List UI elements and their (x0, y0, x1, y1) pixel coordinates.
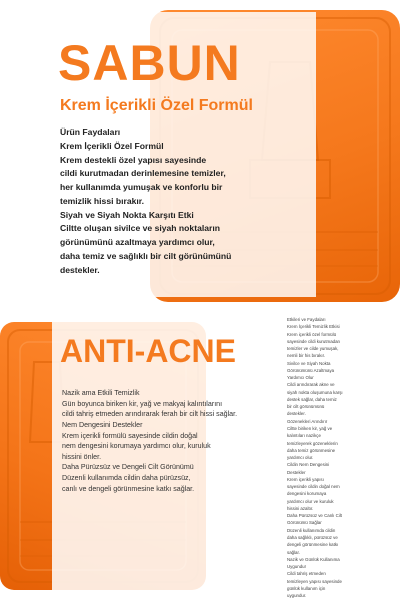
feature-text: Krem içerikli formülü sayesinde cildin doğal (62, 431, 198, 440)
feature-text: nem dengesini korumaya yardımcı olur, kuruluk (62, 442, 211, 451)
side-line: Cildi arındırarak akne ve (287, 382, 335, 388)
side-line: hissini azaltır. (287, 505, 314, 511)
feature-text: Düzenli kullanımda cildin daha pürüzsüz, (62, 474, 191, 483)
side-line: bir cilt görünümünü (287, 404, 325, 410)
side-line: Yardımcı Olur (287, 375, 314, 381)
feature-text: Ciltte oluşan sivilce ve siyah noktaların (60, 223, 220, 234)
side-line: sayesinde cildin doğal nem (287, 484, 340, 490)
side-line: nemli bir his bırakır. (287, 353, 326, 359)
side-line: dengesini korumaya (287, 491, 327, 497)
side-line: sağlar. (287, 549, 300, 555)
side-line: Destekler (287, 469, 306, 475)
feature-text: Krem destekli özel yapısı sayesinde (60, 154, 207, 165)
side-line: daha temiz görünmesine (287, 447, 336, 453)
feature-heading: Daha Pürüzsüz ve Dengeli Cilt Görünümü (62, 463, 194, 472)
side-line: Daha Pürüzsüz ve Canlı Cilt (287, 513, 342, 519)
side-line: Görünümü Sağlar (287, 520, 322, 526)
side-line: Etkileri ve Faydaları (287, 317, 326, 322)
side-line: destekler. (287, 411, 306, 417)
side-line: siyah nokta oluşumuna karşı (287, 389, 343, 395)
feature-text: Gün boyunca biriken kir, yağ ve makyaj kalıntılarını (62, 399, 223, 408)
feature-text: cildi kurutmadan derinlemesine temizler, (60, 168, 226, 179)
feature-text: daha temiz ve sağlıklı bir cilt görünümünü (60, 250, 232, 261)
side-line: Ciltte biriken kir, yağ ve (287, 425, 333, 431)
page-subtitle: Krem İçerikli Özel Formül (60, 97, 253, 114)
side-line: daha sağlıklı, pürüzsüz ve (287, 534, 338, 540)
side-line: Krem içerikli özel formülü (287, 331, 337, 337)
side-line: Gözenekleri Arındırır (287, 418, 328, 424)
side-line: Cildi tahriş etmeden (287, 571, 326, 577)
side-line: Krem İçerikli Temizlik Etkisi (287, 324, 340, 330)
feature-heading: Krem İçerikli Özel Formül (60, 140, 164, 151)
feature-text: görünümünü azaltmaya yardımcı olur, (60, 237, 215, 247)
side-line: yardımcı olur. (287, 455, 314, 461)
side-line: temizleyen yapısı sayesinde (287, 578, 342, 584)
feature-heading: Nem Dengesini Destekler (62, 420, 143, 429)
side-line: Sivilce ve Siyah Nokta (287, 360, 331, 366)
section-title: ANTI-ACNE (60, 333, 236, 369)
top-description (60, 126, 292, 277)
side-line: Düzenli kullanımda cildin (287, 527, 336, 533)
feature-text: destekler. (60, 264, 100, 275)
feature-text: her kullanımda yumuşak ve konforlu bir (60, 182, 223, 192)
side-line: dengeli görünmesine katkı (287, 542, 339, 548)
side-line: Krem içerikli yapısı (287, 476, 324, 482)
side-line: temizleyerek gözeneklerin (287, 440, 338, 446)
side-line: Cildin Nem Dengesini (287, 462, 330, 468)
feature-heading: Nazik ama Etkili Temizlik (62, 389, 140, 397)
side-line: temizler ve cilde yumuşak, (287, 346, 339, 352)
side-description-column (287, 316, 361, 599)
section-heading: Ürün Faydaları (60, 127, 121, 137)
feature-heading: Siyah ve Siyah Nokta Karşıtı Etki (60, 209, 194, 220)
bottom-description (62, 388, 272, 494)
feature-text: hissini önler. (62, 452, 102, 461)
side-line: Görünümünü Azaltmaya (287, 367, 335, 373)
side-line: yardımcı olur ve kuruluk (287, 498, 334, 504)
page-title: SABUN (58, 35, 241, 91)
side-line: sayesinde cildi kurutmadan (287, 338, 340, 344)
side-line: günlük kullanım için (287, 585, 326, 591)
side-line: Uygundur (287, 564, 307, 570)
side-line: destek sağlar, daha temiz (287, 396, 337, 402)
side-line: kalıntıları nazikçe (287, 433, 321, 439)
feature-text: temizlik hissi bırakır. (60, 195, 145, 206)
side-line: Nazik ve Günlük Kullanıma (287, 556, 340, 562)
feature-text: cildi tahriş etmeden arındırarak ferah bir cilt hissi sağlar. (62, 410, 238, 419)
feature-text: canlı ve dengeli görünmesine katkı sağlar. (62, 484, 195, 493)
side-line: uygundur. (287, 593, 307, 599)
